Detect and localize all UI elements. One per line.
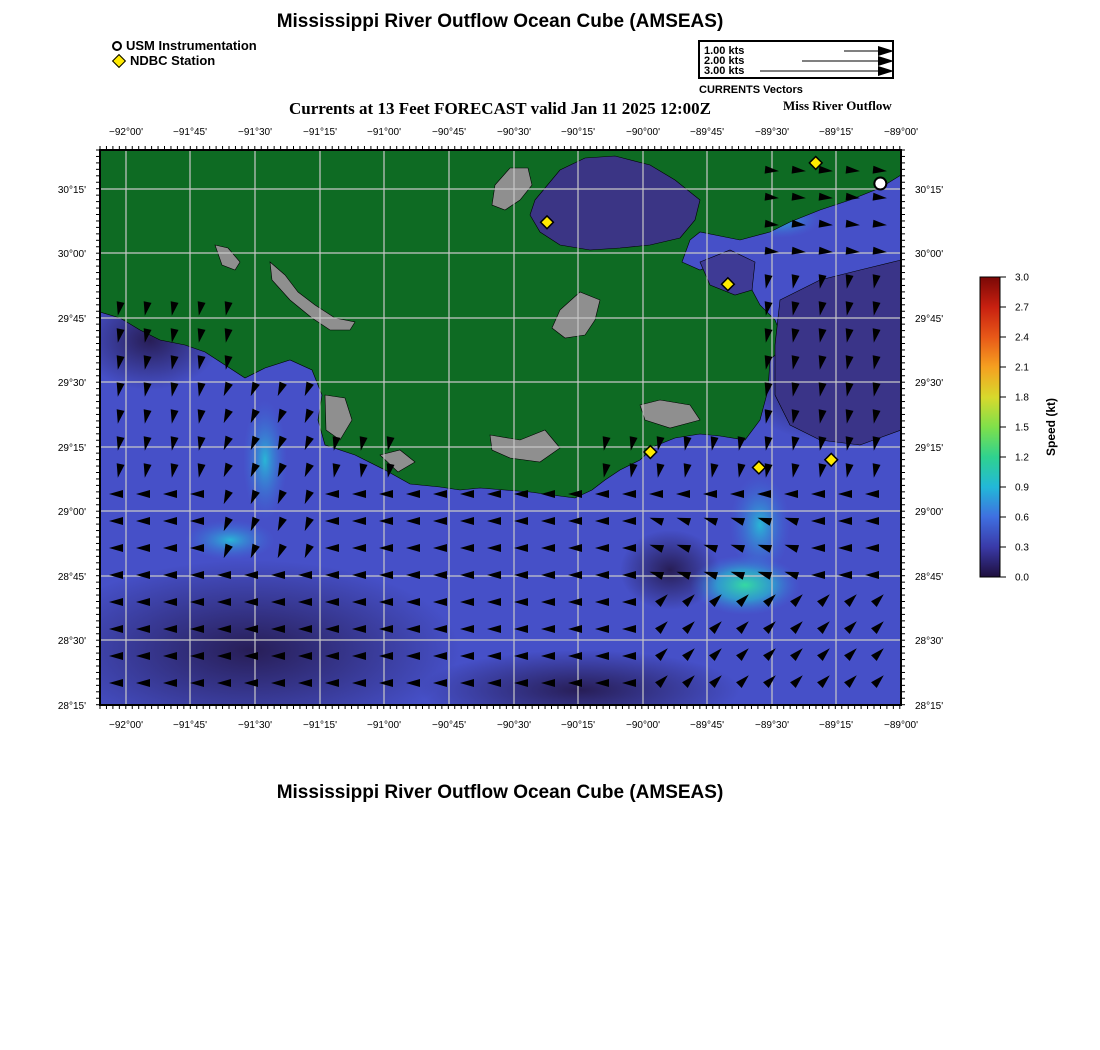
- lat-tick-label: 28°15': [57, 701, 86, 712]
- colorbar-gradient: [980, 277, 1000, 577]
- colorbar-tick-label: 0.9: [1015, 482, 1029, 494]
- lon-tick-label: −91°30': [238, 127, 272, 138]
- colorbar-tick-label: 2.1: [1015, 362, 1029, 374]
- lat-tick-label: 29°30': [57, 378, 86, 389]
- lon-tick-label: −91°45': [173, 127, 207, 138]
- lat-tick-label: 29°15': [57, 443, 86, 454]
- usm-station-marker: [874, 178, 886, 190]
- colorbar-tick-label: 0.0: [1015, 572, 1029, 584]
- lon-tick-label: −89°45': [690, 127, 724, 138]
- lon-tick-label: −89°15': [819, 127, 853, 138]
- lon-tick-label: −90°30': [497, 720, 531, 731]
- vector-legend-caption: CURRENTS Vectors: [699, 84, 803, 96]
- lat-tick-label: 28°45': [57, 572, 86, 583]
- colorbar-tick-label: 1.8: [1015, 392, 1029, 404]
- speed-colorbar: [980, 273, 1058, 584]
- colorbar-label: Speed (kt): [1044, 397, 1058, 457]
- region-label: Miss River Outflow: [783, 98, 892, 113]
- lon-tick-label: −89°30': [755, 720, 789, 731]
- lon-tick-label: −90°15': [561, 720, 595, 731]
- lon-tick-label: −89°15': [819, 720, 853, 731]
- lon-tick-label: −92°00': [109, 127, 143, 138]
- lon-tick-label: −90°30': [497, 127, 531, 138]
- lon-tick-label: −91°15': [303, 720, 337, 731]
- second-map-title: Mississippi River Outflow Ocean Cube (AMSEAS): [276, 782, 724, 803]
- lat-tick-label: 29°00': [57, 507, 86, 518]
- colorbar-tick-label: 2.7: [1015, 302, 1029, 314]
- lat-tick-label: 28°30': [915, 636, 944, 647]
- lon-tick-label: −90°15': [561, 127, 595, 138]
- lat-tick-label: 30°00': [57, 249, 86, 260]
- map-plot-area: [40, 150, 901, 740]
- lon-tick-label: −91°30': [238, 720, 272, 731]
- lon-tick-label: −91°45': [173, 720, 207, 731]
- legend-label-ndbc: NDBC Station: [130, 53, 216, 68]
- dark-water-region: [40, 560, 460, 740]
- lat-tick-label: 30°00': [915, 249, 944, 260]
- lon-tick-label: −92°00': [109, 720, 143, 731]
- lon-tick-label: −91°15': [303, 127, 337, 138]
- colorbar-tick-label: 0.3: [1015, 542, 1029, 554]
- colorbar-tick-label: 3.0: [1015, 272, 1029, 284]
- lat-tick-label: 29°45': [57, 314, 86, 325]
- lon-tick-label: −91°00': [367, 720, 401, 731]
- lon-tick-label: −89°00': [884, 720, 918, 731]
- lon-tick-label: −90°45': [432, 127, 466, 138]
- lat-tick-label: 29°30': [915, 378, 944, 389]
- lat-tick-label: 29°15': [915, 443, 944, 454]
- lat-tick-label: 30°15': [915, 185, 944, 196]
- lon-tick-label: −90°00': [626, 720, 660, 731]
- lon-tick-label: −89°45': [690, 720, 724, 731]
- lat-tick-label: 28°30': [57, 636, 86, 647]
- vector-legend-2kt: 2.00 kts: [704, 55, 745, 67]
- colorbar-tick-label: 1.2: [1015, 452, 1029, 464]
- lon-tick-label: −90°45': [432, 720, 466, 731]
- map-title: Mississippi River Outflow Ocean Cube (AMSEAS): [276, 11, 724, 32]
- vector-legend-1kt: 1.00 kts: [704, 45, 745, 57]
- vector-legend-3kt: 3.00 kts: [704, 65, 745, 77]
- lat-tick-label: 28°45': [915, 572, 944, 583]
- lat-tick-label: 29°45': [915, 314, 944, 325]
- lon-tick-label: −90°00': [626, 127, 660, 138]
- map-subtitle: Currents at 13 Feet FORECAST valid Jan 11 2025 12:00Z: [288, 99, 712, 118]
- lat-tick-label: 29°00': [915, 507, 944, 518]
- lon-tick-label: −89°30': [755, 127, 789, 138]
- colorbar-tick-label: 1.5: [1015, 422, 1029, 434]
- lon-tick-label: −91°00': [367, 127, 401, 138]
- colorbar-tick-label: 2.4: [1015, 332, 1029, 344]
- lon-tick-label: −89°00': [884, 127, 918, 138]
- colorbar-tick-label: 0.6: [1015, 512, 1029, 524]
- lat-tick-label: 30°15': [57, 185, 86, 196]
- legend-label-usm: USM Instrumentation: [126, 38, 257, 53]
- lat-tick-label: 28°15': [915, 701, 944, 712]
